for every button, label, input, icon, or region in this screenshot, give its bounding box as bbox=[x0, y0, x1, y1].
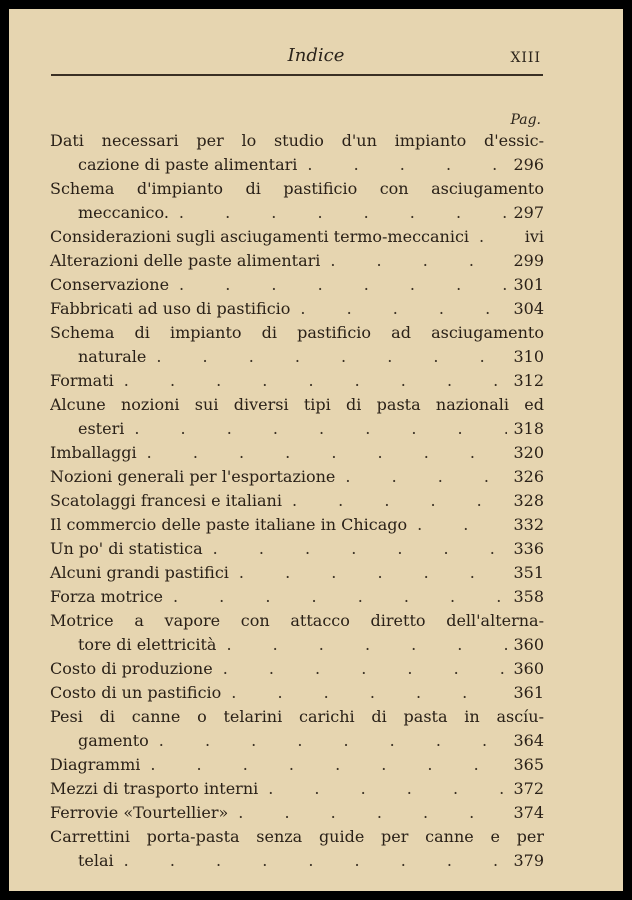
toc-entry-page: 374 bbox=[513, 803, 544, 822]
dot-leader bbox=[229, 561, 508, 585]
toc-entry-page: 360 bbox=[513, 635, 544, 654]
dot-leader bbox=[407, 513, 507, 537]
toc-entry bbox=[50, 825, 544, 873]
dot-leader bbox=[297, 153, 507, 177]
toc-entry-title-line: naturale bbox=[78, 347, 147, 366]
toc-entry-title-line: Diagrammi bbox=[50, 755, 141, 774]
toc-entry-title-line: Considerazioni sugli asciugamenti termo-meccanici bbox=[50, 227, 470, 246]
dot-leader bbox=[282, 489, 507, 513]
dot-leader bbox=[169, 273, 507, 297]
dot-leader bbox=[228, 801, 507, 825]
dot-leader bbox=[221, 681, 507, 705]
toc-entry-page: 318 bbox=[513, 419, 544, 438]
table-of-contents bbox=[50, 129, 544, 873]
toc-entry bbox=[50, 249, 544, 273]
toc-entry bbox=[50, 657, 544, 681]
toc-entry-title-line: Alcuni grandi pastifici bbox=[50, 563, 229, 582]
toc-entry-page: 372 bbox=[513, 779, 544, 798]
toc-entry-page: 336 bbox=[513, 539, 544, 558]
toc-entry-title-line: tore di elettricità bbox=[78, 635, 217, 654]
dot-leader bbox=[149, 729, 508, 753]
toc-entry-title-line: gamento bbox=[78, 731, 149, 750]
dot-leader bbox=[203, 537, 508, 561]
toc-entry-page: 326 bbox=[513, 467, 544, 486]
toc-entry-title-line: Scatolaggi francesi e italiani bbox=[50, 491, 282, 510]
toc-entry-title-line: Costo di un pastificio bbox=[50, 683, 222, 702]
toc-entry-title-line: Nozioni generali per l'esportazione bbox=[50, 467, 336, 486]
toc-entry-page: 304 bbox=[513, 299, 544, 318]
dot-leader bbox=[137, 441, 508, 465]
toc-entry-page: 361 bbox=[513, 683, 544, 702]
toc-entry bbox=[50, 489, 544, 513]
dot-leader bbox=[114, 369, 508, 393]
page-column-label: Pag. bbox=[510, 112, 541, 128]
toc-entry bbox=[50, 465, 544, 489]
toc-entry bbox=[50, 585, 544, 609]
toc-entry-page: 296 bbox=[513, 155, 544, 174]
toc-entry bbox=[50, 777, 544, 801]
toc-entry-title-line: Pesi di canne o telarini carichi di pasta in ascíu- bbox=[50, 707, 544, 726]
toc-entry bbox=[50, 441, 544, 465]
toc-entry-title-line: Dati necessari per lo studio d'un impianto d'essic- bbox=[50, 131, 544, 150]
dot-leader bbox=[258, 777, 507, 801]
page-header bbox=[9, 9, 623, 79]
toc-entry-page: 365 bbox=[513, 755, 544, 774]
toc-entry bbox=[50, 561, 544, 585]
page-number: XIII bbox=[510, 50, 541, 66]
dot-leader bbox=[469, 225, 508, 249]
toc-entry bbox=[50, 297, 544, 321]
toc-entry-title-line: Schema di impianto di pastificio ad asciugamento bbox=[50, 323, 544, 342]
dot-leader bbox=[335, 465, 507, 489]
toc-entry-title-line: Costo di produzione bbox=[50, 659, 213, 678]
toc-entry bbox=[50, 681, 544, 705]
toc-entry-page: 360 bbox=[513, 659, 544, 678]
toc-entry-page: 364 bbox=[513, 731, 544, 750]
toc-entry bbox=[50, 801, 544, 825]
toc-entry-title-line: Alcune nozioni sui diversi tipi di pasta nazionali ed bbox=[50, 395, 544, 414]
book-page bbox=[9, 9, 623, 891]
toc-entry-title-line: Conservazione bbox=[50, 275, 170, 294]
toc-entry-page: 312 bbox=[513, 371, 544, 390]
toc-entry-page: 379 bbox=[513, 851, 544, 870]
toc-entry bbox=[50, 705, 544, 753]
toc-entry-title-line: Forza motrice bbox=[50, 587, 163, 606]
toc-entry bbox=[50, 273, 544, 297]
dot-leader bbox=[163, 585, 507, 609]
toc-entry-title-line: Il commercio delle paste italiane in Chicago bbox=[50, 515, 408, 534]
dot-leader bbox=[146, 345, 507, 369]
toc-entry bbox=[50, 225, 544, 249]
toc-entry bbox=[50, 753, 544, 777]
toc-entry-page: ivi bbox=[524, 227, 544, 246]
toc-entry bbox=[50, 369, 544, 393]
toc-entry-page: 332 bbox=[513, 515, 544, 534]
toc-entry-page: 301 bbox=[513, 275, 544, 294]
toc-entry bbox=[50, 129, 544, 177]
toc-entry-title-line: Alterazioni delle paste alimentari bbox=[50, 251, 321, 270]
toc-entry-page: 328 bbox=[513, 491, 544, 510]
dot-leader bbox=[320, 249, 507, 273]
header-rule bbox=[51, 74, 543, 76]
toc-entry-title-line: Ferrovie «Tourtellier» bbox=[50, 803, 229, 822]
toc-entry bbox=[50, 609, 544, 657]
toc-entry-title-line: esteri bbox=[78, 419, 125, 438]
toc-entry-page: 297 bbox=[513, 203, 544, 222]
toc-entry-page: 358 bbox=[513, 587, 544, 606]
toc-entry-title-line: Motrice a vapore con attacco diretto dell'alterna- bbox=[50, 611, 544, 630]
toc-entry-title-line: Fabbricati ad uso di pastificio bbox=[50, 299, 291, 318]
toc-entry-title-line: Schema d'impianto di pastificio con asciugamento bbox=[50, 179, 544, 198]
toc-entry-page: 320 bbox=[513, 443, 544, 462]
dot-leader bbox=[213, 657, 508, 681]
dot-leader bbox=[216, 633, 507, 657]
toc-entry bbox=[50, 393, 544, 441]
toc-entry-page: 351 bbox=[513, 563, 544, 582]
toc-entry bbox=[50, 321, 544, 369]
dot-leader bbox=[290, 297, 507, 321]
toc-entry bbox=[50, 177, 544, 225]
toc-entry-title-line: telai bbox=[78, 851, 114, 870]
dot-leader bbox=[140, 753, 507, 777]
toc-entry bbox=[50, 513, 544, 537]
toc-entry-title-line: Carrettini porta-pasta senza guide per canne e per bbox=[50, 827, 544, 846]
toc-entry-page: 299 bbox=[513, 251, 544, 270]
toc-entry-title-line: cazione di paste alimentari bbox=[78, 155, 298, 174]
toc-entry-title-line: Formati bbox=[50, 371, 114, 390]
dot-leader bbox=[114, 849, 508, 873]
running-title: Indice bbox=[287, 45, 345, 66]
toc-entry-title-line: Mezzi di trasporto interni bbox=[50, 779, 259, 798]
toc-entry-page: 310 bbox=[513, 347, 544, 366]
toc-entry bbox=[50, 537, 544, 561]
dot-leader bbox=[124, 417, 507, 441]
dot-leader bbox=[169, 201, 508, 225]
toc-entry-title-line: Un po' di statistica bbox=[50, 539, 203, 558]
toc-entry-title-line: Imballaggi bbox=[50, 443, 137, 462]
toc-entry-title-line: meccanico. bbox=[78, 203, 169, 222]
